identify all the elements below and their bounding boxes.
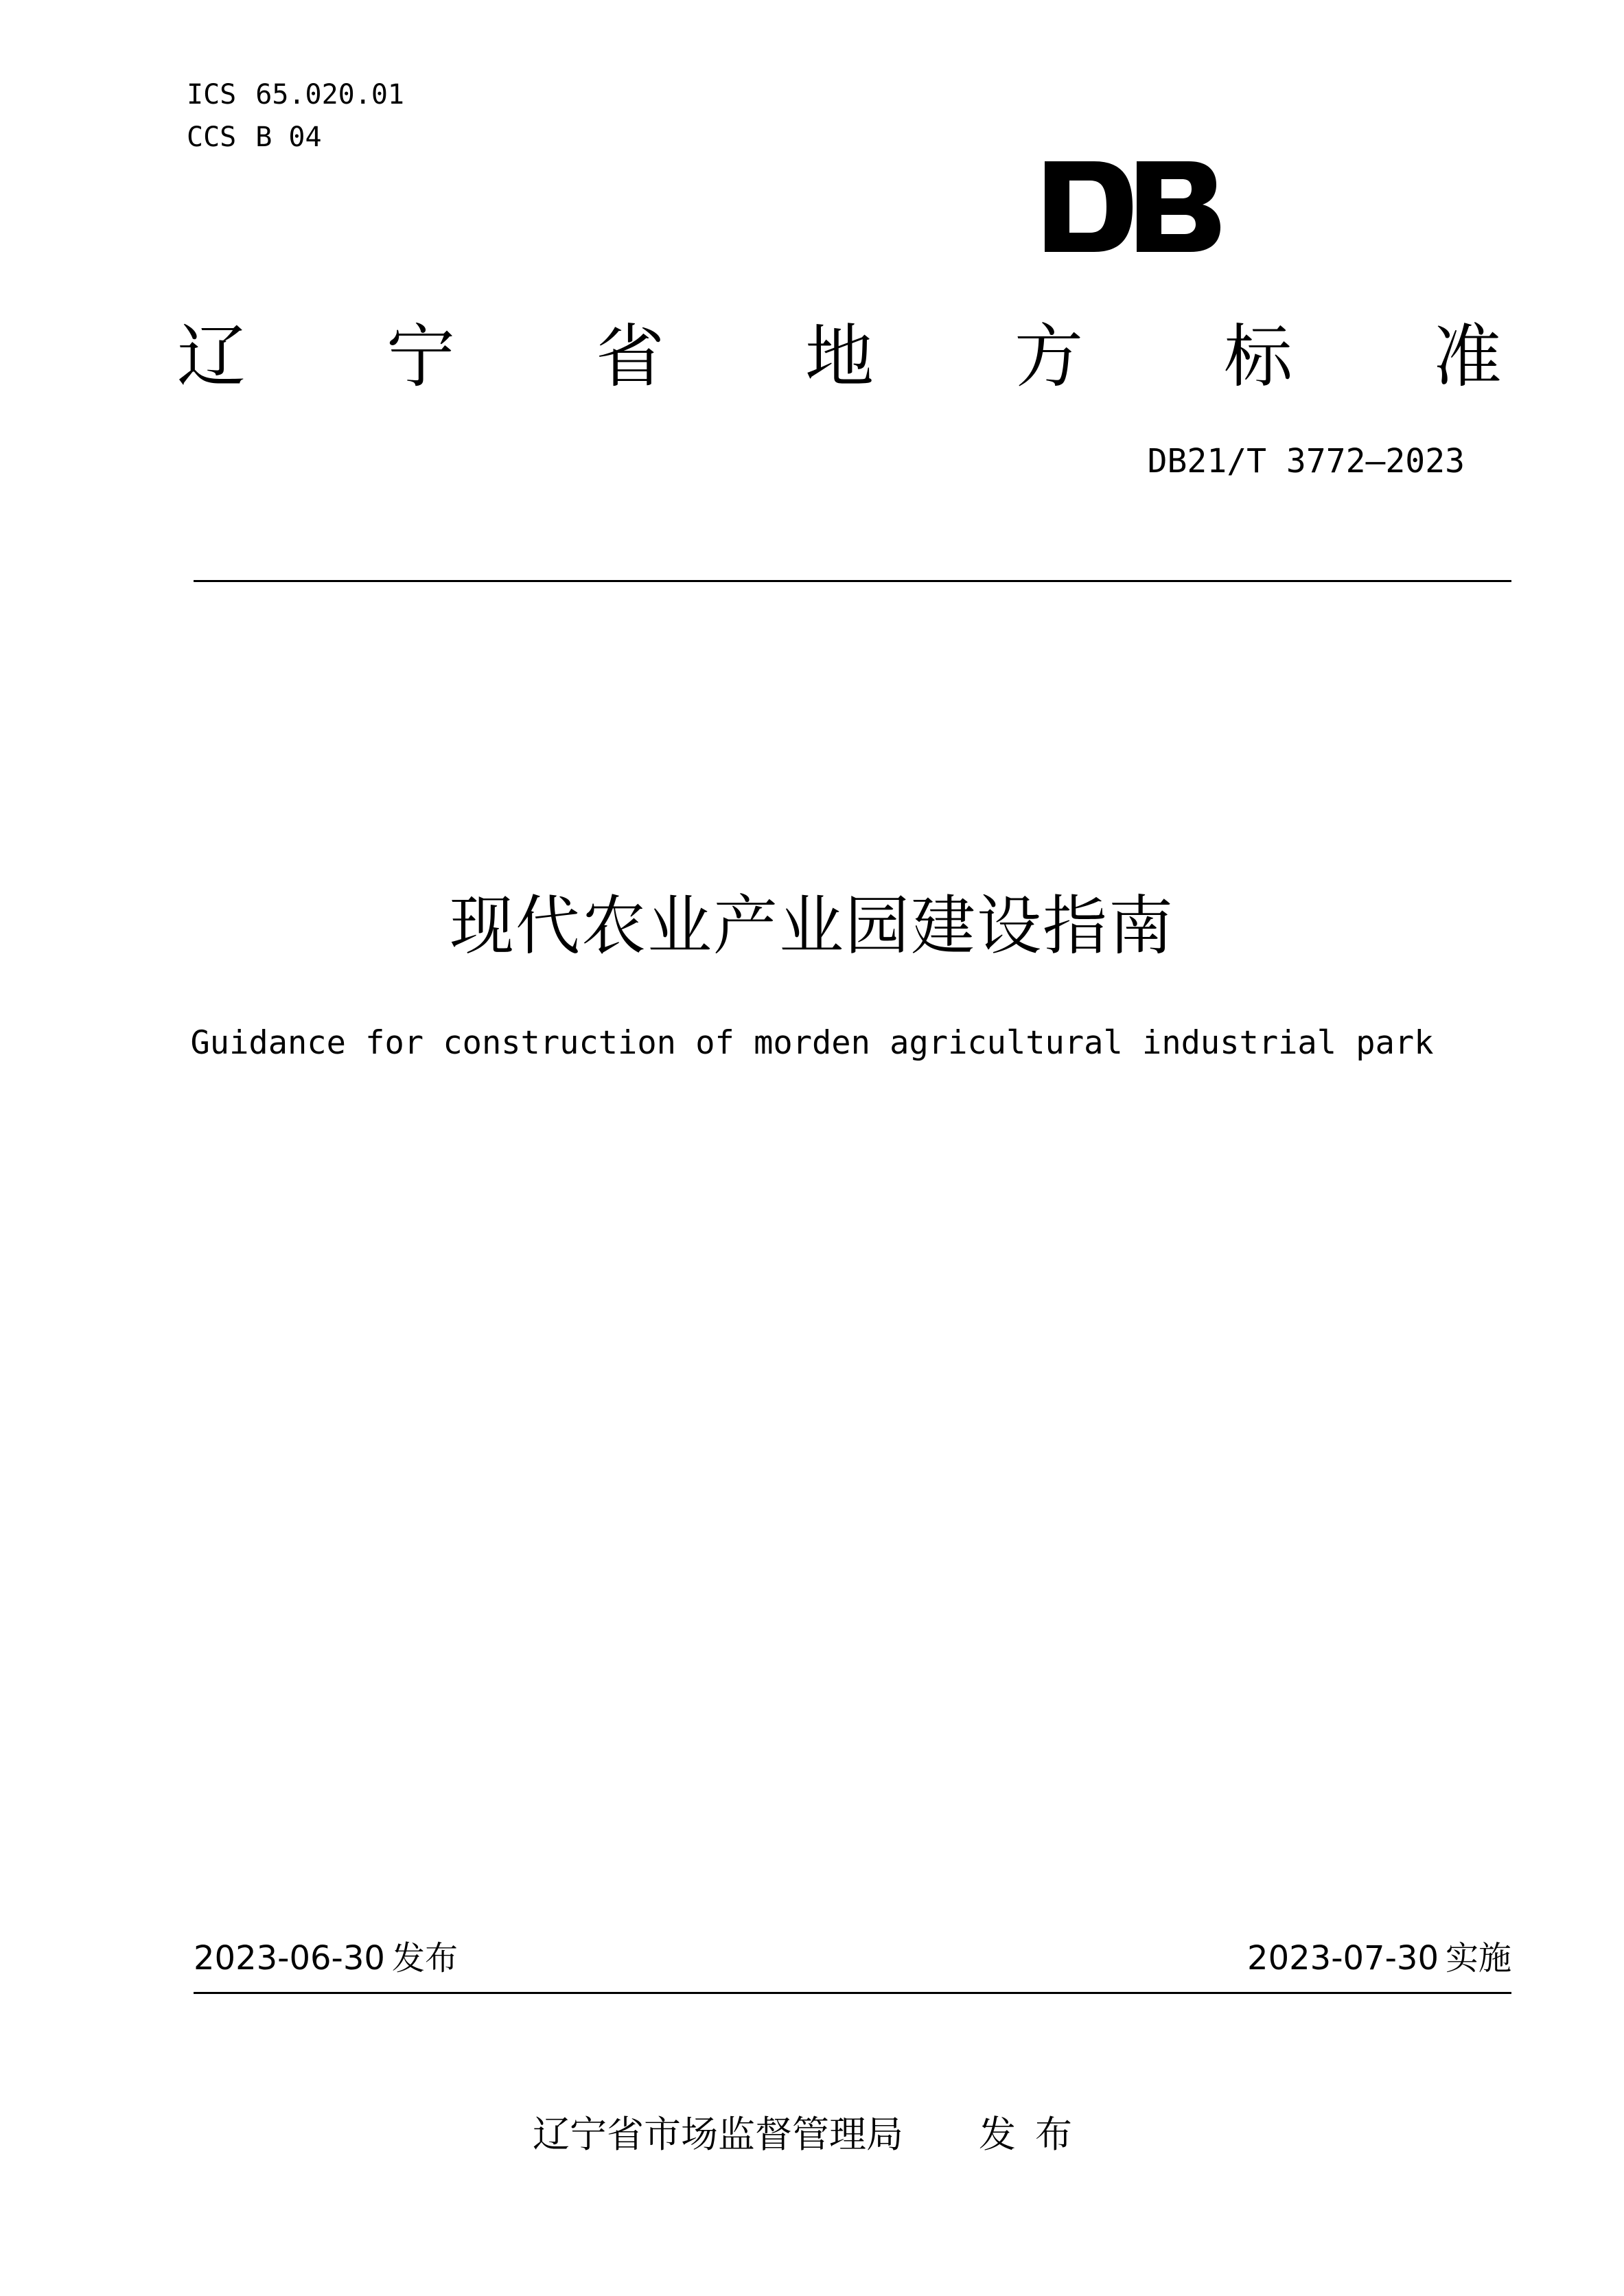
standard-type-char: 准	[1433, 316, 1502, 397]
standard-type-char: 方	[1014, 316, 1083, 397]
ccs-label: CCS	[187, 121, 237, 153]
ccs-value: B 04	[255, 121, 322, 153]
standard-type-char: 宁	[386, 316, 455, 397]
publisher-action: 发布	[979, 2113, 1091, 2156]
implementation-date-line	[1247, 1937, 1511, 1980]
bottom-divider	[194, 1992, 1511, 1994]
document-title-english: Guidance for construction of morden agricultural industrial park	[190, 1024, 1434, 1062]
standard-type-char: 省	[596, 316, 664, 397]
ics-classification	[187, 78, 404, 111]
issue-date-line	[194, 1937, 458, 1980]
ics-value: 65.020.01	[255, 79, 404, 111]
issue-date: 2023-06-30	[194, 1939, 385, 1978]
implementation-date: 2023-07-30	[1247, 1939, 1439, 1978]
standard-type-char: 标	[1224, 316, 1292, 397]
issue-label: 发布	[391, 1939, 458, 1978]
db-logo	[1045, 161, 1220, 252]
standard-type-char: 辽	[177, 316, 246, 397]
standard-number: DB21/T 3772—2023	[1147, 442, 1465, 480]
document-title-chinese: 现代农业产业园建设指南	[449, 889, 1174, 964]
ccs-classification	[187, 121, 322, 154]
implementation-label: 实施	[1445, 1939, 1511, 1978]
top-divider	[194, 580, 1511, 582]
standard-type-heading	[177, 316, 1502, 398]
standard-type-char: 地	[805, 316, 874, 397]
publisher-line	[0, 2111, 1624, 2159]
ics-label: ICS	[187, 79, 237, 111]
publisher-name: 辽宁省市场监督管理局	[533, 2113, 903, 2156]
